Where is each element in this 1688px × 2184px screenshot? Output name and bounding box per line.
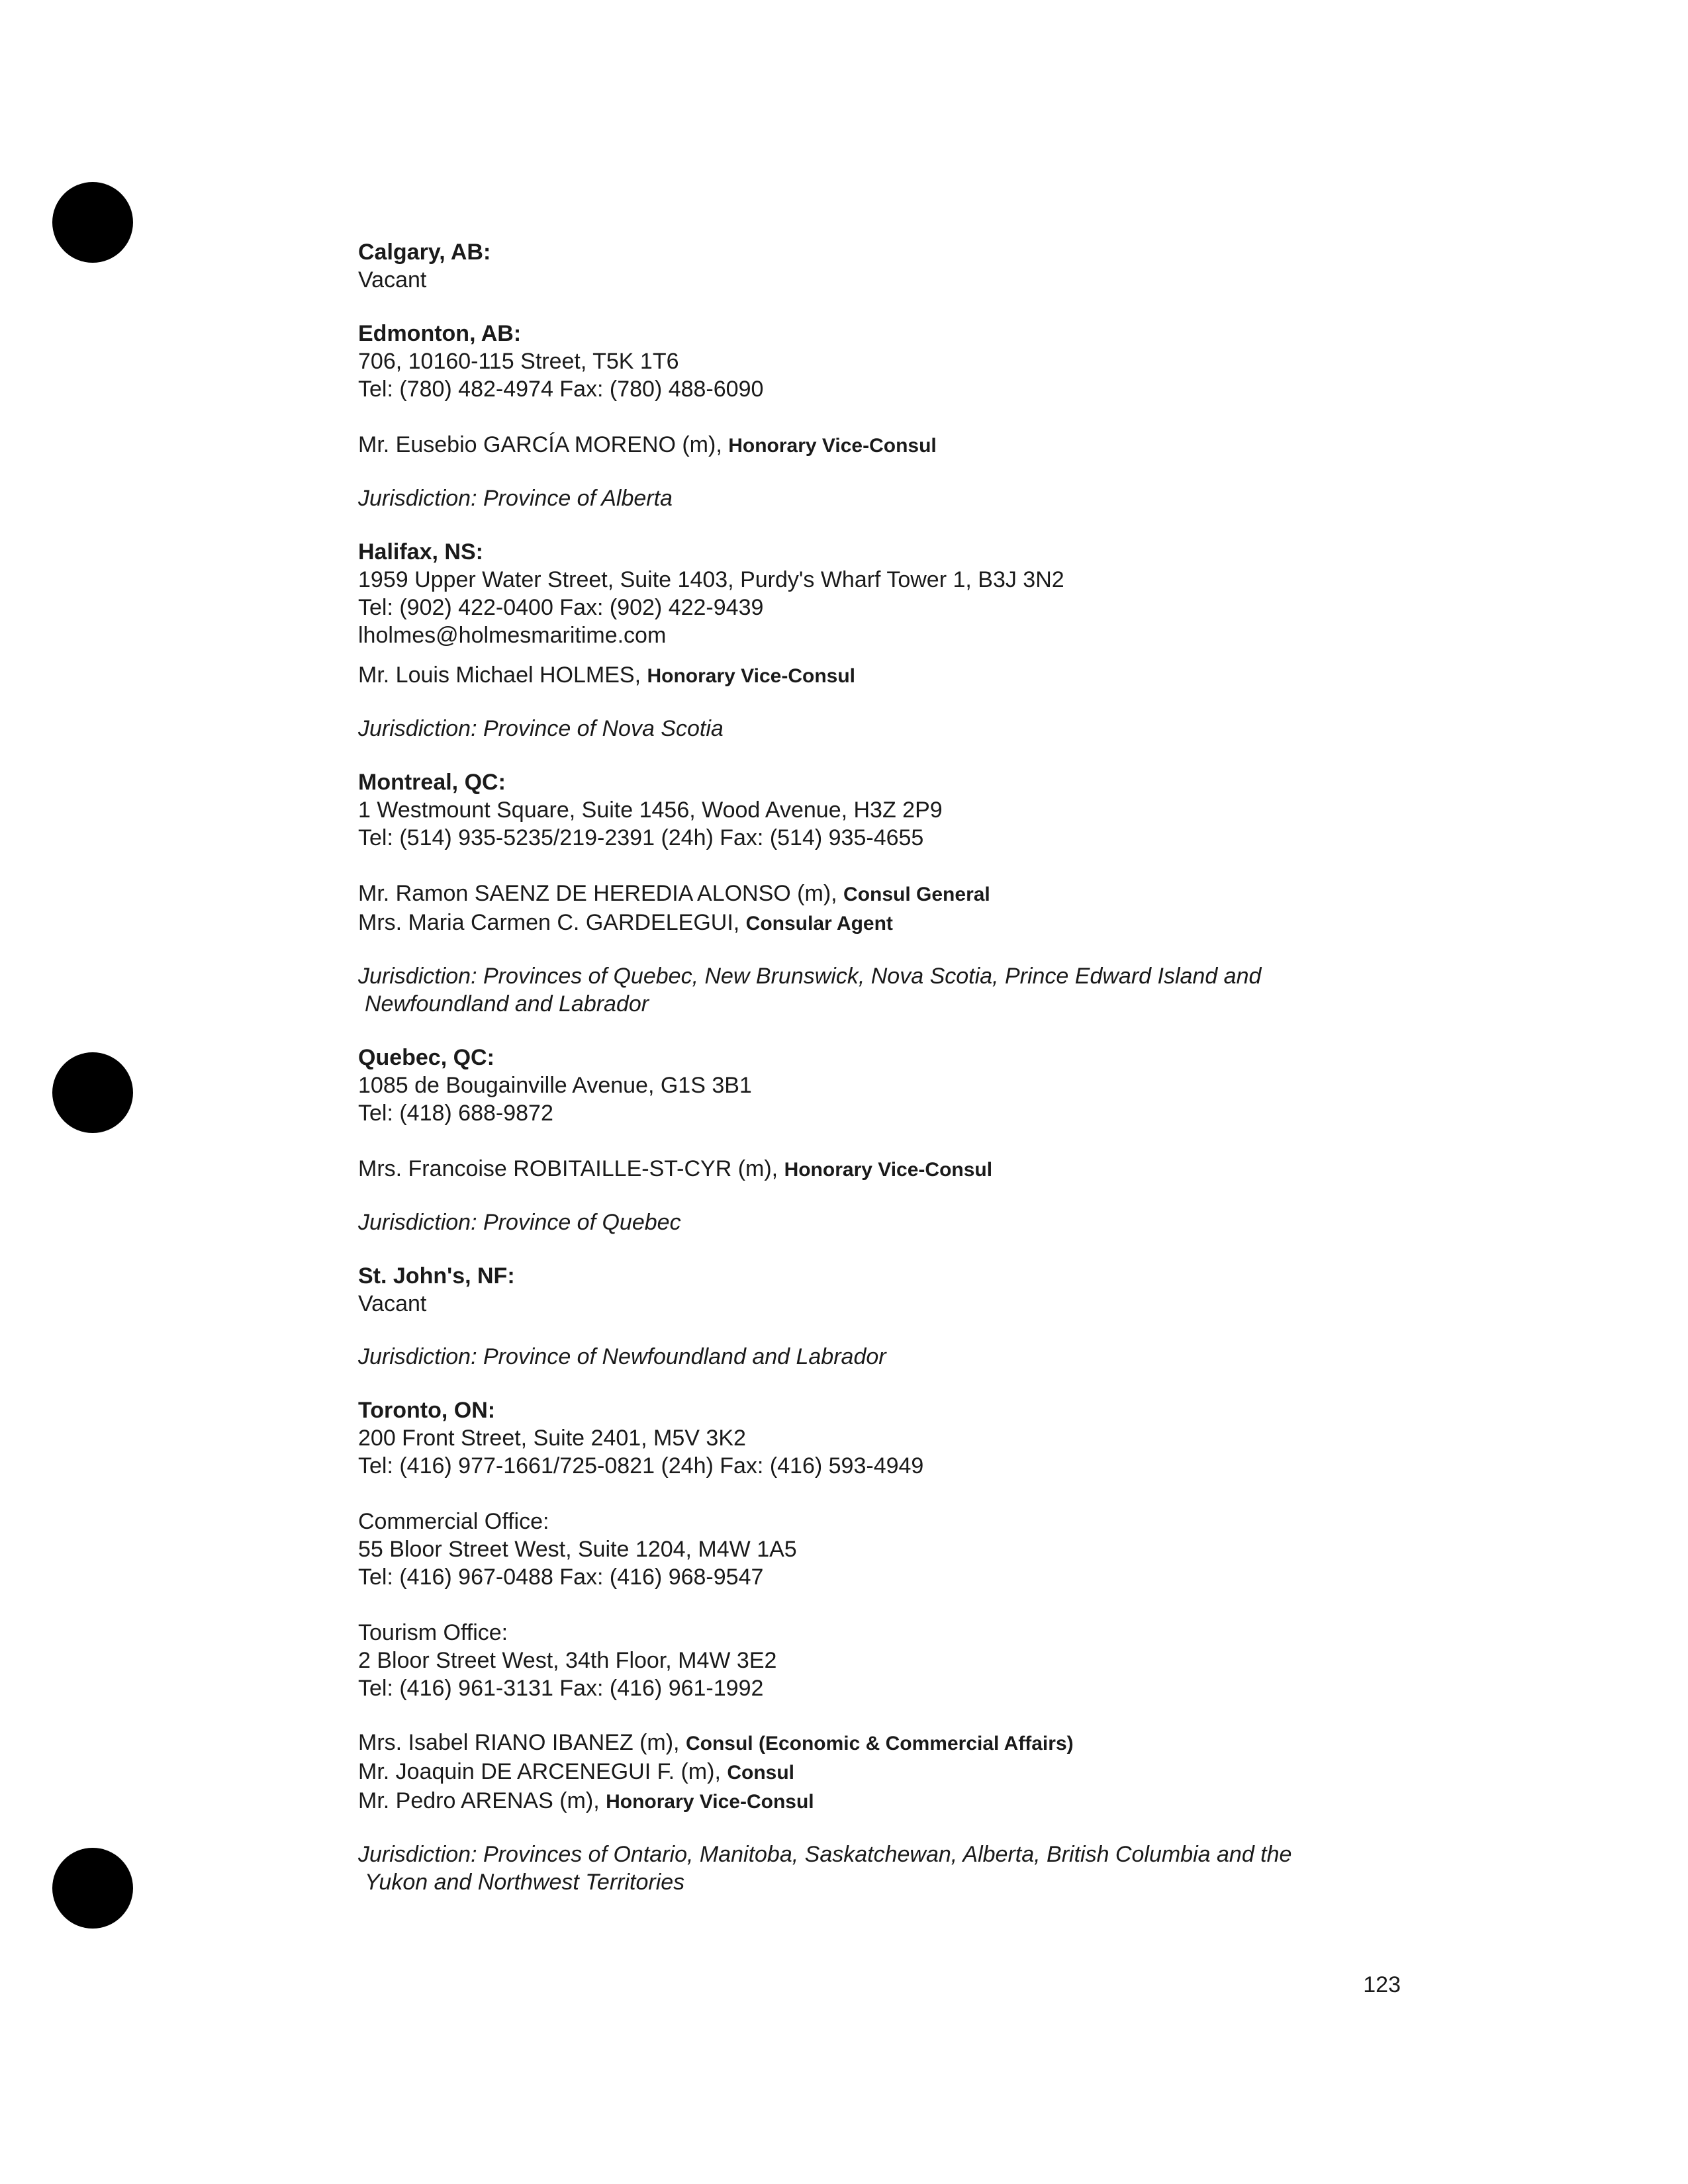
city-heading: Montreal, QC: bbox=[358, 770, 506, 795]
city-heading: Quebec, QC: bbox=[358, 1045, 494, 1070]
address-line: Vacant bbox=[358, 1291, 427, 1316]
binder-hole-top bbox=[52, 182, 133, 263]
office-address-line: 2 Bloor Street West, 34th Floor, M4W 3E2 bbox=[358, 1648, 777, 1673]
address-line: 1085 de Bougainville Avenue, G1S 3B1 bbox=[358, 1073, 752, 1098]
address-line: Tel: (418) 688-9872 bbox=[358, 1101, 553, 1126]
office-address-line: 55 Bloor Street West, Suite 1204, M4W 1A5 bbox=[358, 1537, 797, 1562]
consulate-list bbox=[358, 238, 1417, 1922]
jurisdiction-note bbox=[358, 962, 1417, 1018]
address-line: Tel: (780) 482-4974 Fax: (780) 488-6090 bbox=[358, 377, 764, 402]
jurisdiction-line: Jurisdiction: Province of Alberta bbox=[358, 486, 673, 511]
page-number: 123 bbox=[1363, 1972, 1401, 1997]
consulate-section bbox=[358, 538, 1417, 743]
office-label: Tourism Office: bbox=[358, 1620, 508, 1645]
consul-entry bbox=[358, 661, 1417, 690]
consul-entry bbox=[358, 1155, 1417, 1184]
consul-name: Mr. Eusebio GARCÍA MORENO (m), bbox=[358, 432, 729, 457]
consulate-section bbox=[358, 238, 1417, 294]
address-line: 200 Front Street, Suite 2401, M5V 3K2 bbox=[358, 1426, 746, 1451]
city-heading: Toronto, ON: bbox=[358, 1398, 496, 1423]
address-line: Tel: (514) 935-5235/219-2391 (24h) Fax: (514) 935-4655 bbox=[358, 825, 924, 850]
consul-name: Mr. Pedro ARENAS (m), bbox=[358, 1788, 606, 1813]
consul-role: Consul General bbox=[843, 884, 990, 905]
consulate-section bbox=[358, 1262, 1417, 1371]
consul-role: Consular Agent bbox=[745, 913, 893, 934]
consul-name: Mrs. Maria Carmen C. GARDELEGUI, bbox=[358, 910, 746, 935]
consul-name: Mr. Ramon SAENZ DE HEREDIA ALONSO (m), bbox=[358, 881, 844, 906]
city-heading: Halifax, NS: bbox=[358, 539, 483, 565]
jurisdiction-line: Jurisdiction: Province of Newfoundland and Labrador bbox=[358, 1344, 886, 1369]
consul-entry bbox=[358, 1758, 1417, 1787]
jurisdiction-note bbox=[358, 1208, 1417, 1236]
consul-role: Consul bbox=[727, 1762, 795, 1784]
jurisdiction-note bbox=[358, 1841, 1417, 1896]
jurisdiction-line: Jurisdiction: Province of Nova Scotia bbox=[358, 716, 724, 741]
address-line: Tel: (902) 422-0400 Fax: (902) 422-9439 bbox=[358, 595, 764, 620]
consul-role: Honorary Vice-Consul bbox=[784, 1159, 993, 1181]
binder-hole-middle bbox=[52, 1052, 133, 1133]
consul-name: Mrs. Isabel RIANO IBANEZ (m), bbox=[358, 1730, 686, 1755]
consul-role: Honorary Vice-Consul bbox=[647, 665, 856, 687]
address-line: Vacant bbox=[358, 267, 427, 293]
address-line: 706, 10160-115 Street, T5K 1T6 bbox=[358, 349, 679, 374]
jurisdiction-line: Jurisdiction: Provinces of Quebec, New Brunswick, Nova Scotia, Prince Edward Island and bbox=[358, 964, 1262, 989]
jurisdiction-line: Yukon and Northwest Territories bbox=[365, 1870, 685, 1895]
jurisdiction-note bbox=[358, 484, 1417, 512]
consul-entry bbox=[358, 1787, 1417, 1816]
consul-name: Mrs. Francoise ROBITAILLE-ST-CYR (m), bbox=[358, 1156, 784, 1181]
city-heading: Calgary, AB: bbox=[358, 240, 491, 265]
consul-entry bbox=[358, 1729, 1417, 1758]
jurisdiction-line: Jurisdiction: Provinces of Ontario, Manitoba, Saskatchewan, Alberta, British Columbia and the bbox=[358, 1842, 1292, 1867]
address-line: 1 Westmount Square, Suite 1456, Wood Avenue, H3Z 2P9 bbox=[358, 797, 943, 823]
office-address-line: Tel: (416) 967-0488 Fax: (416) 968-9547 bbox=[358, 1565, 764, 1590]
consul-name: Mr. Louis Michael HOLMES, bbox=[358, 662, 647, 688]
office-address-line: Tel: (416) 961-3131 Fax: (416) 961-1992 bbox=[358, 1676, 764, 1701]
consulate-section bbox=[358, 1044, 1417, 1236]
jurisdiction-note bbox=[358, 1343, 1417, 1371]
consul-entry bbox=[358, 431, 1417, 460]
consulate-section bbox=[358, 320, 1417, 512]
consul-role: Honorary Vice-Consul bbox=[728, 435, 937, 457]
city-heading: Edmonton, AB: bbox=[358, 321, 522, 346]
address-line: 1959 Upper Water Street, Suite 1403, Purdy's Wharf Tower 1, B3J 3N2 bbox=[358, 567, 1064, 592]
consul-name: Mr. Joaquin DE ARCENEGUI F. (m), bbox=[358, 1759, 727, 1784]
consul-entry bbox=[358, 909, 1417, 938]
address-line: Tel: (416) 977-1661/725-0821 (24h) Fax: (416) 593-4949 bbox=[358, 1453, 924, 1479]
office-label: Commercial Office: bbox=[358, 1509, 549, 1534]
consul-entry bbox=[358, 880, 1417, 909]
consul-role: Consul (Economic & Commercial Affairs) bbox=[685, 1733, 1074, 1754]
consulate-section bbox=[358, 1396, 1417, 1896]
consulate-section bbox=[358, 768, 1417, 1018]
consul-role: Honorary Vice-Consul bbox=[606, 1791, 814, 1813]
address-line: lholmes@holmesmaritime.com bbox=[358, 623, 667, 648]
binder-hole-bottom bbox=[52, 1848, 133, 1929]
jurisdiction-line: Jurisdiction: Province of Quebec bbox=[358, 1210, 681, 1235]
jurisdiction-note bbox=[358, 715, 1417, 743]
jurisdiction-line: Newfoundland and Labrador bbox=[365, 991, 649, 1017]
city-heading: St. John's, NF: bbox=[358, 1263, 515, 1289]
